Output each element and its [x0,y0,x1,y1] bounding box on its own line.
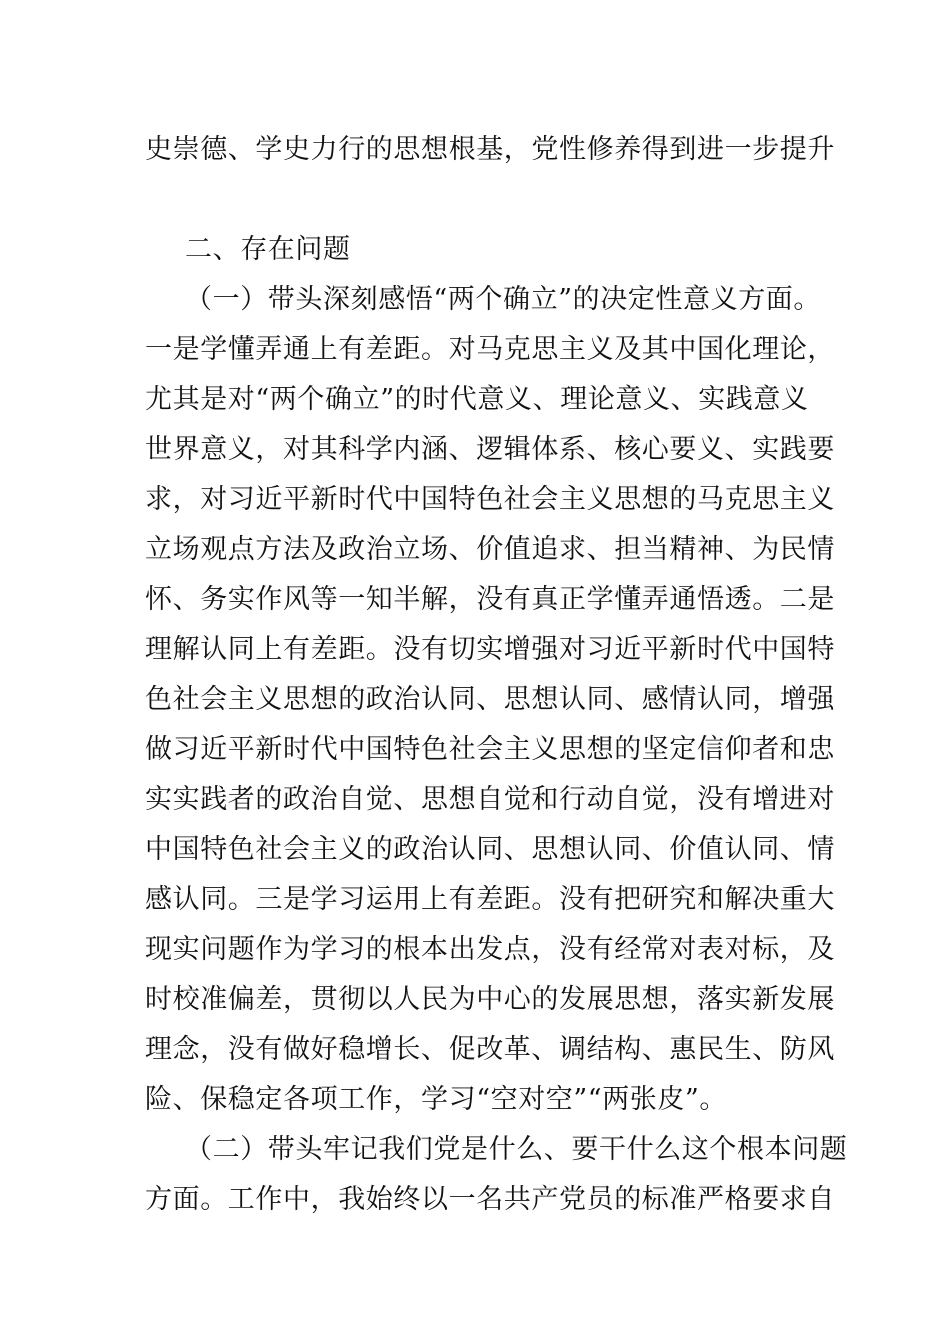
text-line: 尤其是对“两个确立”的时代意义、理论意义、实践意义 [145,384,809,415]
text-line: 方面。工作中，我始终以一名共产党员的标准严格要求自 [145,1184,835,1215]
text-line: 理解认同上有差距。没有切实增强对习近平新时代中国特 [145,634,835,665]
section-heading: 二、存在问题 [185,234,351,265]
subsection-heading: （一）带头深刻感悟“两个确立”的决定性意义方面。 [185,284,822,315]
text-line: 做习近平新时代中国特色社会主义思想的坚定信仰者和忠 [145,734,835,765]
text-line: 立场观点方法及政治立场、价值追求、担当精神、为民情 [145,534,835,565]
text-line: 一是学懂弄通上有差距。对马克思主义及其中国化理论， [145,334,835,365]
text-line: 世界意义，对其科学内涵、逻辑体系、核心要义、实践要 [145,434,835,465]
text-line: 现实问题作为学习的根本出发点，没有经常对表对标，及 [145,934,835,965]
text-line: 色社会主义思想的政治认同、思想认同、感情认同，增强 [145,684,835,715]
text-line: 史崇德、学史力行的思想根基，党性修养得到进一步提升 [145,134,835,165]
text-line: 时校准偏差，贯彻以人民为中心的发展思想，落实新发展 [145,984,835,1015]
text-line: 理念，没有做好稳增长、促改革、调结构、惠民生、防风 [145,1034,835,1065]
text-line: 求，对习近平新时代中国特色社会主义思想的马克思主义 [145,484,835,515]
text-line: 险、保稳定各项工作，学习“空对空”“两张皮”。 [145,1084,728,1115]
text-line: 怀、务实作风等一知半解，没有真正学懂弄通悟透。二是 [145,584,835,615]
text-line: 实实践者的政治自觉、思想自觉和行动自觉，没有增进对 [145,784,835,815]
text-line: 感认同。三是学习运用上有差距。没有把研究和解决重大 [145,884,835,915]
subsection-heading: （二）带头牢记我们党是什么、要干什么这个根本问题 [185,1134,848,1165]
text-line: 中国特色社会主义的政治认同、思想认同、价值认同、情 [145,834,835,865]
